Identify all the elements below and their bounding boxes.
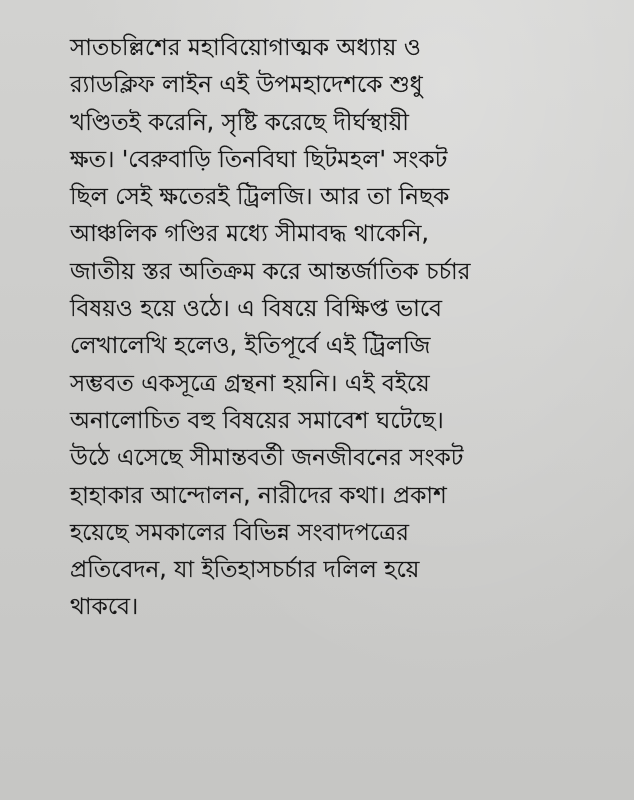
paragraph-line-14: হয়েছে সমকালের বিভিন্ন সংবাদপত্রের	[70, 519, 410, 546]
paragraph-line-9: লেখালেখি হলেও, ইতিপূর্বে এই ট্রিলজি	[70, 333, 431, 360]
paragraph-line-3: খণ্ডিতই করেনি, সৃষ্টি করেছে দীর্ঘস্থায়ী	[70, 109, 409, 136]
bengali-paragraph	[70, 30, 610, 627]
paragraph-line-2: র‍্যাডক্লিফ লাইন এই উপমহাদেশকে শুধু	[70, 72, 423, 99]
paragraph-line-10: সম্ভবত একসূত্রে গ্রন্থনা হয়নি। এই বইয়ে	[70, 370, 430, 397]
paragraph-line-16: থাকবে।	[70, 594, 139, 621]
paragraph-line-11: অনালোচিত বহু বিষয়ের সমাবেশ ঘটেছে।	[70, 407, 444, 434]
paragraph-line-1: সাতচল্লিশের মহাবিয়োগাত্মক অধ্যায় ও	[70, 35, 421, 61]
paragraph-line-8: বিষয়ও হয়ে ওঠে। এ বিষয়ে বিক্ষিপ্ত ভাবে	[70, 296, 443, 323]
paragraph-line-6: আঞ্চলিক গণ্ডির মধ্যে সীমাবদ্ধ থাকেনি,	[70, 221, 429, 248]
paragraph-line-7: জাতীয় স্তর অতিক্রম করে আন্তর্জাতিক চর্চার	[70, 258, 471, 285]
paragraph-line-4: ক্ষত। 'বেরুবাড়ি তিনবিঘা ছিটমহল' সংকট	[70, 146, 448, 173]
paragraph-line-5: ছিল সেই ক্ষতেরই ট্রিলজি। আর তা নিছক	[70, 184, 450, 211]
paragraph-line-13: হাহাকার আন্দোলন, নারীদের কথা। প্রকাশ	[70, 482, 447, 509]
paragraph-line-15: প্রতিবেদন, যা ইতিহাসচর্চার দলিল হয়ে	[70, 557, 420, 584]
paragraph-line-12: উঠে এসেছে সীমান্তবর্তী জনজীবনের সংকট	[70, 445, 464, 472]
